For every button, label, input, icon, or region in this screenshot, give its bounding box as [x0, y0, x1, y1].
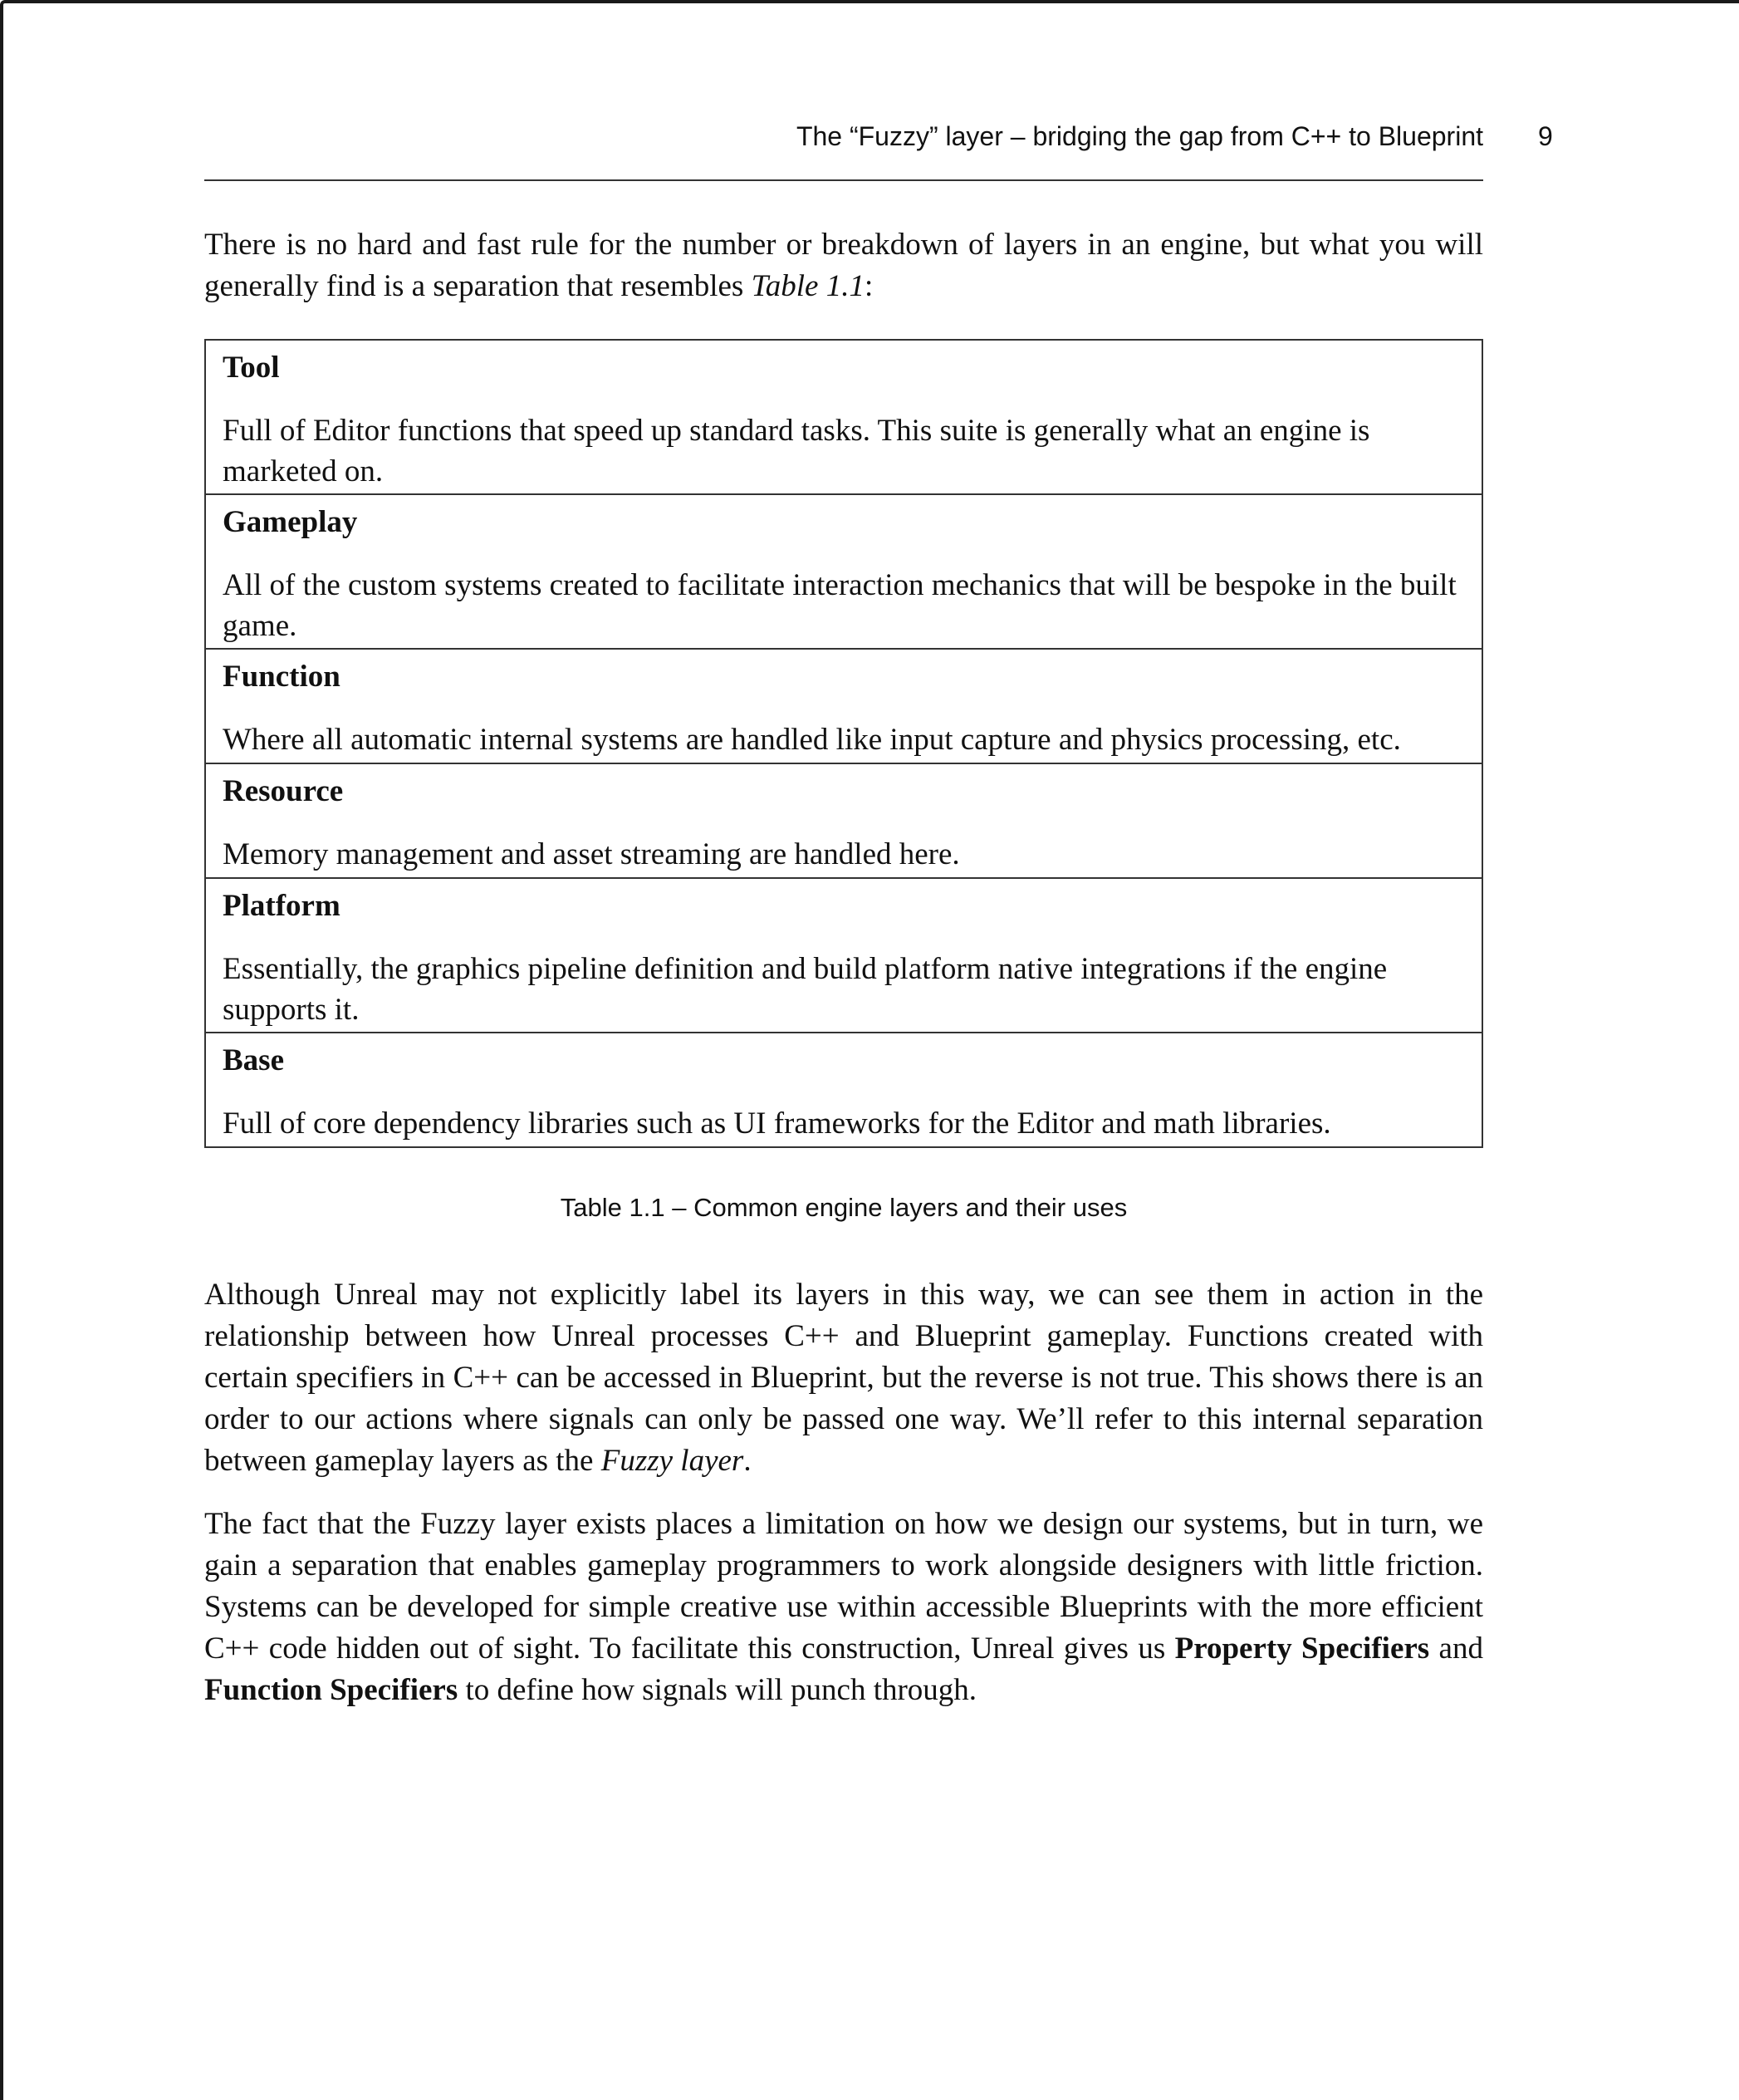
layer-name: Platform — [223, 889, 340, 923]
running-header — [204, 118, 1483, 181]
layer-description: Essentially, the graphics pipeline definition and build platform native integrations if the engine supports it. — [223, 952, 1388, 1027]
table-row-platform — [205, 878, 1482, 1033]
layer-description: All of the custom systems created to facilitate interaction mechanics that will be bespoke in the built game. — [223, 568, 1457, 643]
paragraph-text: The fact that the Fuzzy layer exists places a limitation on how we design our systems, but in turn, we gain a separation that enables gameplay programmers to work alongside designers with little friction. Systems can be developed for simple creative use within accessible Blueprints with the more efficient C++ code hidden out of sight. To facilitate this construction, Unreal gives us — [204, 1507, 1483, 1666]
layer-description: Where all automatic internal systems are handled like input capture and physics processing, etc. — [223, 723, 1401, 757]
running-header-title: The “Fuzzy” layer – bridging the gap from C++ to Blueprint — [796, 121, 1483, 151]
table-cell — [205, 763, 1482, 878]
layer-description: Full of core dependency libraries such as UI frameworks for the Editor and math libraries. — [223, 1106, 1331, 1141]
layer-name: Tool — [223, 351, 280, 385]
intro-text-end: : — [864, 269, 874, 303]
function-specifiers-term: Function Specifiers — [204, 1673, 458, 1707]
table-row-resource — [205, 763, 1482, 878]
table-cell — [205, 1033, 1482, 1147]
table-cell — [205, 340, 1482, 494]
intro-paragraph — [204, 224, 1483, 307]
table-row-tool — [205, 340, 1482, 494]
paragraph-text-end: . — [743, 1444, 752, 1478]
layer-name: Gameplay — [223, 505, 358, 539]
fuzzy-layer-paragraph — [204, 1504, 1483, 1711]
layer-description: Full of Editor functions that speed up standard tasks. This suite is generally what an engine is marketed on. — [223, 414, 1370, 488]
paragraph-text-join: and — [1429, 1631, 1483, 1666]
table-row-function — [205, 649, 1482, 763]
intro-text: There is no hard and fast rule for the number or breakdown of layers in an engine, but what you will generally find is a separation that resembles — [204, 228, 1483, 303]
engine-layers-table — [204, 339, 1483, 1148]
property-specifiers-term: Property Specifiers — [1174, 1631, 1430, 1666]
layer-name: Resource — [223, 774, 344, 808]
layer-name: Function — [223, 660, 340, 694]
paragraph-text: Although Unreal may not explicitly label its layers in this way, we can see them in action in the relationship between how Unreal processes C++ and Blueprint gameplay. Functions created with certain specifiers in C++ can be accessed in Blueprint, but the reverse is not true. This shows there is an order to our actions where signals can only be passed one way. We’ll refer to this internal separation between gameplay layers as the — [204, 1278, 1483, 1478]
table-caption: Table 1.1 – Common engine layers and their uses — [560, 1193, 1128, 1222]
table-cell — [205, 494, 1482, 649]
table-cell — [205, 649, 1482, 763]
layer-description: Memory management and asset streaming are handled here. — [223, 837, 960, 871]
table-row-base — [205, 1033, 1482, 1147]
paragraph-text-end: to define how signals will punch through. — [458, 1673, 977, 1707]
unreal-layers-paragraph — [204, 1274, 1483, 1482]
table-row-gameplay — [205, 494, 1482, 649]
page-number: 9 — [1538, 121, 1553, 151]
table-cell — [205, 878, 1482, 1033]
fuzzy-layer-term: Fuzzy layer — [600, 1444, 744, 1478]
table-reference: Table 1.1 — [751, 269, 865, 303]
layer-name: Base — [223, 1043, 284, 1077]
